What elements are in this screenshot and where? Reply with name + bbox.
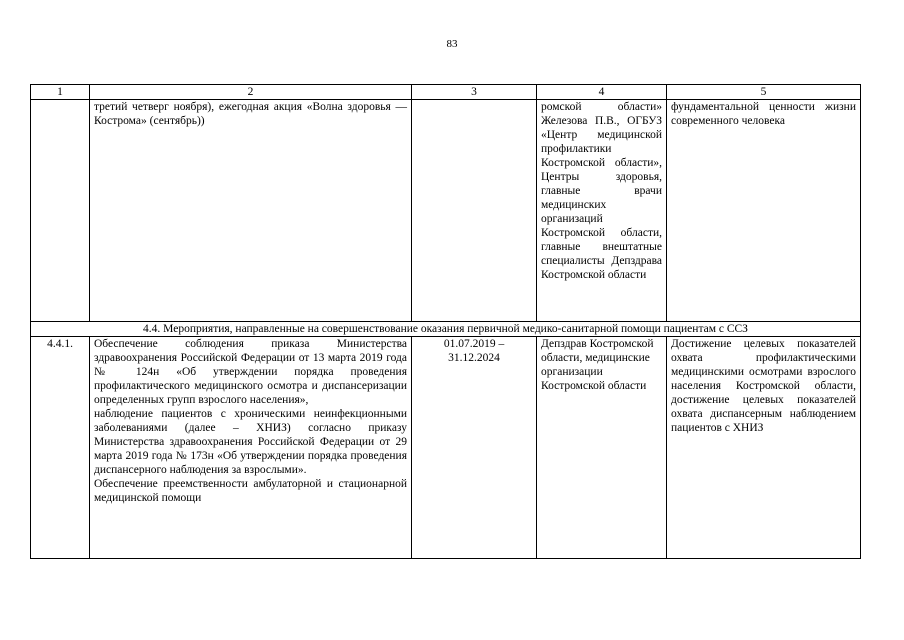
cell-responsible: Депздрав Костромской области, медицинские организации Костромской области [537, 337, 667, 559]
header-col-3: 3 [412, 85, 537, 100]
section-title: 4.4. Мероприятия, направленные на совершенствование оказания первичной медико-санитарной помощи пациентам с ССЗ [31, 322, 861, 337]
table-header-row [31, 85, 861, 100]
header-col-5: 5 [667, 85, 861, 100]
cell-number: 4.4.1. [31, 337, 90, 559]
cell-dates [412, 100, 537, 322]
activity-paragraph: наблюдение пациентов с хроническими неинфекционными заболеваниями (далее – ХНИЗ) согласно приказу Министерства здравоохранения Российской Федерации от 29 марта 2019 года № 173н «Об утверждении порядка проведения диспансерного наблюдения за взрослыми». [94, 408, 407, 476]
cell-result: фундаментальной ценности жизни современного человека [667, 100, 861, 322]
date-to: 31.12.2024 [448, 352, 500, 364]
table-row [31, 100, 861, 322]
header-col-1: 1 [31, 85, 90, 100]
plan-table [30, 84, 861, 559]
section-row [31, 322, 861, 337]
page-number: 83 [446, 38, 458, 50]
cell-number [31, 100, 90, 322]
header-col-4: 4 [537, 85, 667, 100]
header-col-2: 2 [90, 85, 412, 100]
activity-paragraph: Обеспечение преемственности амбулаторной и стационарной медицинской помощи [94, 478, 407, 504]
cell-responsible: ромской области» Железова П.В., ОГБУЗ «Центр медицинской профилактики Костромской области», Центры здоровья, главные врачи медицинских организаций Костромской области, главные внештатные специалисты Депздрава Костромской области [537, 100, 667, 322]
cell-activity [90, 337, 412, 559]
cell-result: Достижение целевых показателей охвата профилактическими медицинскими осмотрами взрослого населения Костромской области, достижение целевых показателей охвата диспансерным наблюдением пациентов с ХНИЗ [667, 337, 861, 559]
date-from: 01.07.2019 – [443, 338, 505, 350]
activity-paragraph: Обеспечение соблюдения приказа Министерства здравоохранения Российской Федерации от 13 марта 2019 года № 124н «Об утверждении порядка проведения профилактического медицинского осмотра и диспансеризации определенных групп взрослого населения», [94, 338, 407, 406]
cell-dates [412, 337, 537, 559]
cell-activity: третий четверг ноября), ежегодная акция «Волна здоровья — Кострома» (сентябрь)) [90, 100, 412, 322]
table-row [31, 337, 861, 559]
